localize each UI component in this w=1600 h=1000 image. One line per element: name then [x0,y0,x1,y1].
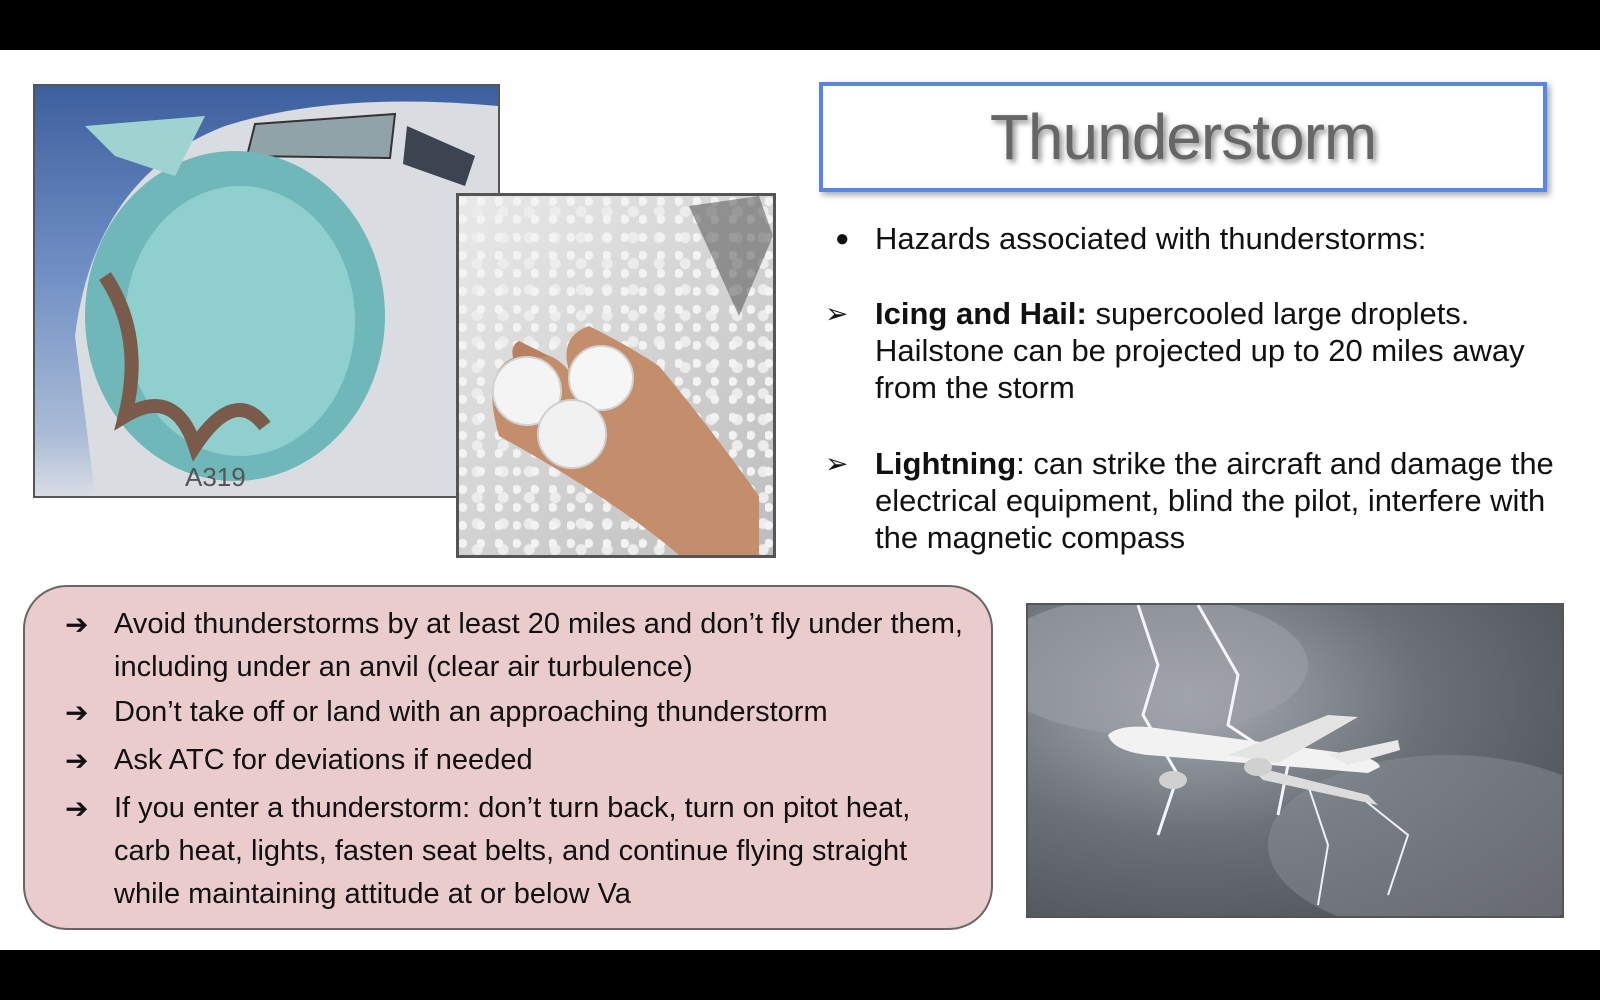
arrowhead-icon: ➢ [825,298,849,329]
bullet-icon: ● [835,225,850,252]
slide [0,50,1600,950]
hand-with-hailstones-illustration [459,196,773,555]
airplane-lightning-photo [1026,603,1564,918]
airplane-in-storm-illustration [1028,605,1562,916]
right-arrow-icon: ➔ [65,745,89,776]
hazard-text: : can strike the aircraft and damage the electrical equipment, blind the pilot, interfere with the magnetic compass [875,446,1554,555]
hazard-label: Lightning [875,446,1017,481]
hazards-intro: Hazards associated with thunderstorms: [875,221,1427,256]
tip-item: If you enter a thunderstorm: don’t turn back, turn on pitot heat, carb heat, lights, fasten seat belts, and continue flying straight while maintaining attitude at or below Va [114,792,911,910]
right-arrow-icon: ➔ [65,609,89,640]
tip-item: Don’t take off or land with an approaching thunderstorm [114,696,828,728]
tail-code: A319 [185,462,246,492]
tip-item: Avoid thunderstorms by at least 20 miles and don’t fly under them, including under an anvil (clear air turbulence) [114,608,963,683]
hazard-text: supercooled large droplets. Hailstone can be projected up to 20 miles away from the storm [875,296,1525,405]
hazard-label: Icing and Hail: [875,296,1087,331]
hail-damaged-aircraft-photo [33,84,500,498]
hailstones-in-hand-photo [456,193,776,558]
right-arrow-icon: ➔ [65,793,89,824]
right-arrow-icon: ➔ [65,697,89,728]
tips-box [23,585,993,930]
title-box [819,82,1547,192]
arrowhead-icon: ➢ [825,448,849,479]
aircraft-nose-illustration [35,86,498,496]
tip-item: Ask ATC for deviations if needed [114,744,533,776]
hazard-item-icing-hail [875,295,1575,406]
hazard-item-lightning [875,445,1575,556]
slide-title: Thunderstorm [989,101,1377,173]
